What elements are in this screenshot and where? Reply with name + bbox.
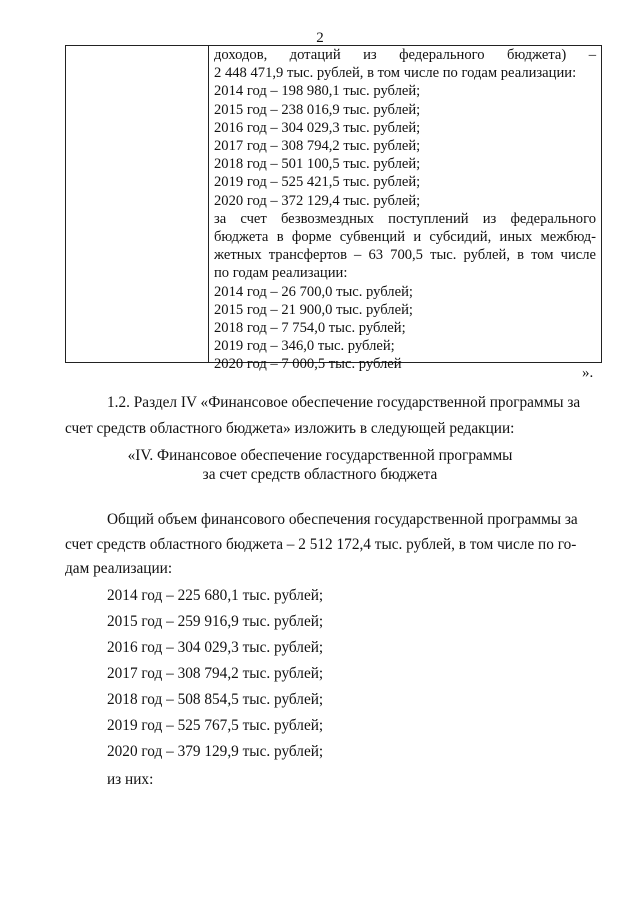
funding-table <box>65 45 602 373</box>
year-line: 2018 год – 508 854,5 тыс. рублей; <box>107 691 324 708</box>
year-line: 2017 год – 308 794,2 тыс. рублей; <box>107 665 324 682</box>
closing-quote: ». <box>582 365 594 381</box>
table-line: 2018 год – 7 754,0 тыс. рублей; <box>214 320 406 337</box>
table-left-cell <box>66 46 209 362</box>
section-intro-line: счет средств областного бюджета» изложить в следующей редакции: <box>65 420 515 437</box>
section-heading: за счет средств областного бюджета <box>202 466 438 483</box>
table-line: 2016 год – 304 029,3 тыс. рублей; <box>214 119 421 136</box>
table-line: за счет безвозмездных поступлений из федерального <box>214 210 596 227</box>
table-line: жетных трансфертов – 63 700,5 тыс. рублей, в том числе <box>214 247 596 264</box>
section-heading: «IV. Финансовое обеспечение государственной программы <box>127 447 513 464</box>
table-line: 2014 год – 198 980,1 тыс. рублей; <box>214 83 421 100</box>
table-line: по годам реализации: <box>214 265 348 282</box>
table-line: доходов, дотаций из федерального бюджета) – <box>214 47 596 63</box>
table-line: 2014 год – 26 700,0 тыс. рублей; <box>214 283 413 300</box>
table-line: 2018 год – 501 100,5 тыс. рублей; <box>214 156 421 173</box>
table-right-cell <box>214 46 596 374</box>
table-line: 2 448 471,9 тыс. рублей, в том числе по годам реализации: <box>214 65 577 82</box>
body-line: Общий объем финансового обеспечения государственной программы за <box>107 511 578 528</box>
table-line: 2015 год – 21 900,0 тыс. рублей; <box>214 301 413 318</box>
table-line: 2017 год – 308 794,2 тыс. рублей; <box>214 138 421 155</box>
year-line: 2014 год – 225 680,1 тыс. рублей; <box>107 587 324 604</box>
year-line: 2020 год – 379 129,9 тыс. рублей; <box>107 743 324 760</box>
body-line: счет средств областного бюджета – 2 512 172,4 тыс. рублей, в том числе по го- <box>65 536 577 553</box>
table-line: бюджета в форме субвенций и субсидий, иных межбюд- <box>214 229 596 246</box>
year-line: 2016 год – 304 029,3 тыс. рублей; <box>107 639 324 656</box>
table-line: 2020 год – 7 000,5 тыс. рублей <box>214 356 402 373</box>
table-line: 2019 год – 346,0 тыс. рублей; <box>214 338 395 355</box>
section-intro-line: 1.2. Раздел IV «Финансовое обеспечение государственной программы за <box>107 394 581 411</box>
page-number: 2 <box>316 30 324 46</box>
body-line: дам реализации: <box>65 560 173 577</box>
table-line: 2015 год – 238 016,9 тыс. рублей; <box>214 101 421 118</box>
year-line: 2015 год – 259 916,9 тыс. рублей; <box>107 613 324 630</box>
year-line: 2019 год – 525 767,5 тыс. рублей; <box>107 717 324 734</box>
tail-line: из них: <box>107 771 154 788</box>
table-line: 2020 год – 372 129,4 тыс. рублей; <box>214 192 421 209</box>
table-line: 2019 год – 525 421,5 тыс. рублей; <box>214 174 421 191</box>
